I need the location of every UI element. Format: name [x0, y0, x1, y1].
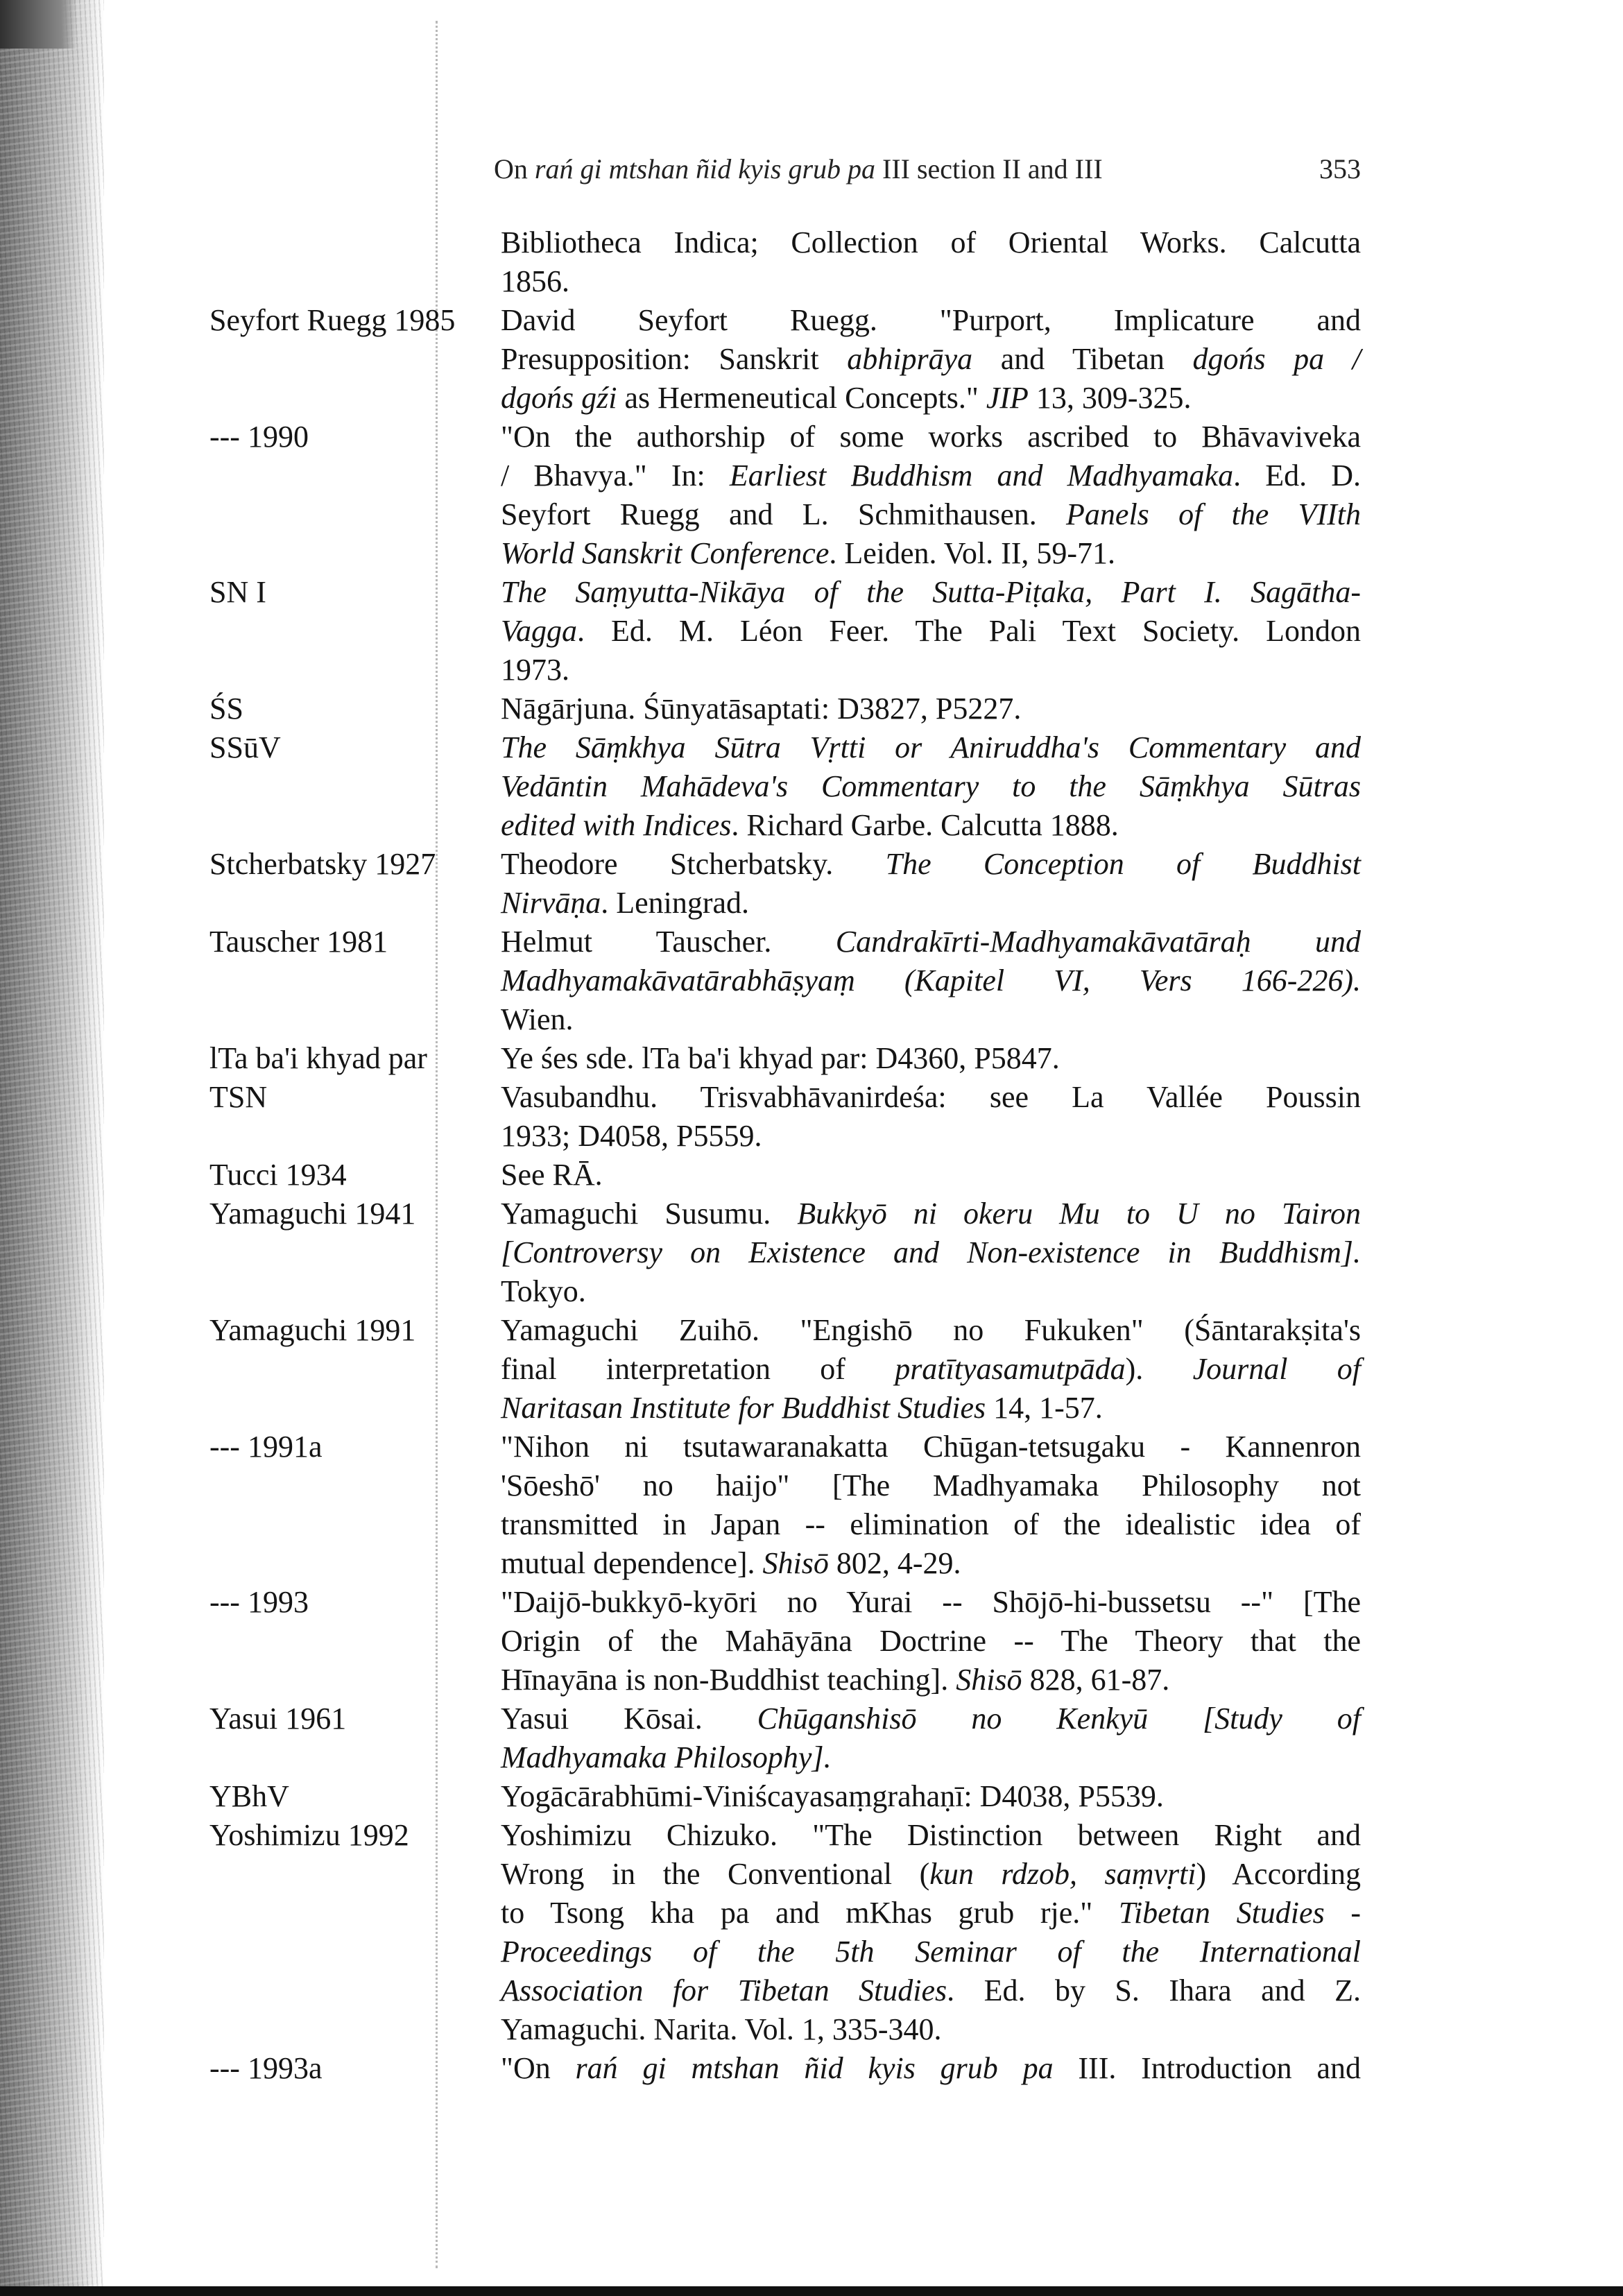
italic-text: Shisō — [956, 1663, 1022, 1697]
bib-text-line — [501, 1466, 1361, 1505]
bib-entry-text — [501, 1777, 1361, 1816]
roman-text: / Bhavya." In: — [501, 459, 730, 492]
bib-text-line — [501, 340, 1361, 379]
bib-text-line — [501, 1194, 1361, 1233]
roman-text: 'Sōeshō' no haijo" [The Madhyamaka Philosophy not — [501, 1468, 1361, 1502]
italic-text: Madhyamaka Philosophy]. — [501, 1740, 832, 1774]
roman-text: 1973. — [501, 653, 569, 687]
italic-text: The Sāṃkhya Sūtra Vṛtti or Aniruddha's Commentary and — [501, 730, 1361, 764]
bib-text-line — [501, 1544, 1361, 1583]
roman-text: Yamaguchi Zuihō. "Engishō no Fukuken" (Śāntarakṣita's — [501, 1313, 1361, 1347]
roman-text: . Ed. M. Léon Feer. The Pali Text Society. London — [577, 614, 1361, 648]
spine-dark-corner — [0, 0, 76, 49]
bib-entry-text — [501, 1583, 1361, 1699]
bib-text-line — [501, 1622, 1361, 1661]
bib-text-line — [501, 1583, 1361, 1622]
bib-text-line — [501, 1855, 1361, 1894]
roman-text: Nāgārjuna. Śūnyatāsaptati: D3827, P5227. — [501, 692, 1022, 726]
running-head-title — [494, 153, 1103, 185]
bib-text-line — [501, 612, 1361, 651]
bib-entry-text — [501, 301, 1361, 418]
roman-text: 14, 1-57. — [986, 1391, 1103, 1425]
bib-entry-text — [501, 1428, 1361, 1583]
bib-entry-label: YBhV — [209, 1779, 289, 1813]
bib-text-line — [501, 1350, 1361, 1389]
italic-text: kun rdzob, saṃvṛti — [929, 1857, 1196, 1891]
book-spine-shadow — [0, 0, 104, 2296]
roman-text: and Tibetan — [972, 342, 1193, 376]
bib-entry-text — [501, 728, 1361, 845]
gutter-dotted-line — [436, 21, 438, 2268]
roman-text: mutual dependence]. — [501, 1546, 763, 1580]
bib-entry-text — [501, 573, 1361, 689]
page-number: 353 — [1319, 153, 1361, 185]
roman-text: Seyfort Ruegg and L. Schmithausen. — [501, 497, 1067, 531]
bib-entry-text — [501, 418, 1361, 573]
roman-text: ) According — [1196, 1857, 1361, 1891]
bib-text-line — [501, 1389, 1361, 1428]
italic-text: [Controversy on Existence and Non-existence in Buddhism]. — [501, 1235, 1361, 1269]
roman-text: Vasubandhu. Trisvabhāvanirdeśa: see La Vallée Poussin — [501, 1080, 1361, 1114]
roman-text: Yamaguchi Susumu. — [501, 1197, 798, 1231]
roman-text: final interpretation of — [501, 1352, 895, 1386]
roman-text: "On the authorship of some works ascribed to Bhāvaviveka — [501, 420, 1361, 454]
bib-entry-label: --- 1991a — [209, 1430, 323, 1464]
bib-entry-text — [501, 923, 1361, 1039]
bib-entry-label: Yamaguchi 1941 — [209, 1197, 416, 1231]
bib-text-line — [501, 456, 1361, 495]
bib-text-line — [501, 923, 1361, 961]
bib-text-line — [501, 1272, 1361, 1311]
running-header — [494, 151, 1361, 187]
roman-text: 1933; D4058, P5559. — [501, 1119, 762, 1153]
bib-text-line — [501, 806, 1361, 845]
roman-text: "Nihon ni tsutawaranakatta Chūgan-tetsugaku - Kannenron — [501, 1430, 1361, 1464]
bib-entry-label: Tauscher 1981 — [209, 925, 388, 959]
italic-text: pratītyasamutpāda — [895, 1352, 1126, 1386]
roman-text: Theodore Stcherbatsky. — [501, 847, 886, 881]
bib-entry-label: Stcherbatsky 1927 — [209, 847, 436, 881]
roman-text: See RĀ. — [501, 1158, 603, 1192]
bib-text-line — [501, 1156, 1361, 1194]
bib-text-line — [501, 1738, 1361, 1777]
roman-text: Helmut Tauscher. — [501, 925, 836, 959]
roman-text: Origin of the Mahāyāna Doctrine -- The Theory that the — [501, 1624, 1361, 1658]
bib-text-line — [501, 767, 1361, 806]
roman-text: transmitted in Japan -- elimination of the idealistic idea of — [501, 1507, 1361, 1541]
bib-text-line — [501, 1505, 1361, 1544]
roman-text: Tokyo. — [501, 1274, 586, 1308]
bib-text-line — [501, 1000, 1361, 1039]
bib-text-line — [501, 1117, 1361, 1156]
italic-text: Naritasan Institute for Buddhist Studies — [501, 1391, 986, 1425]
bib-text-line — [501, 534, 1361, 573]
bottom-edge-rule — [0, 2286, 1623, 2296]
roman-text: Wrong in the Conventional ( — [501, 1857, 930, 1891]
italic-text: The Saṃyutta-Nikāya of the Sutta-Piṭaka, Part I. Sagātha- — [501, 575, 1361, 609]
roman-text: "On — [501, 2051, 576, 2085]
roman-text: III. Introduction and — [1053, 2051, 1361, 2085]
roman-text: . Ed. by S. Ihara and Z. — [947, 1973, 1361, 2007]
bib-entry-label: lTa ba'i khyad par — [209, 1041, 427, 1075]
italic-text: Vagga — [501, 614, 577, 648]
bib-entry-text — [501, 689, 1361, 728]
running-head-part: On — [494, 153, 535, 185]
italic-text: JIP — [986, 381, 1029, 415]
roman-text: Yasui Kōsai. — [501, 1702, 757, 1736]
roman-text: 13, 309-325. — [1028, 381, 1192, 415]
bib-entry-label: --- 1993a — [209, 2051, 323, 2085]
bib-text-line — [501, 2010, 1361, 2049]
bib-entry-text — [501, 1156, 1361, 1194]
bib-text-line — [501, 573, 1361, 612]
roman-text: 828, 61-87. — [1022, 1663, 1170, 1697]
italic-text: Tibetan Studies - — [1118, 1896, 1362, 1930]
bib-text-line — [501, 495, 1361, 534]
roman-text: Bibliotheca Indica; Collection of Oriental Works. Calcutta — [501, 225, 1361, 259]
bib-text-line — [501, 262, 1361, 301]
bib-entry-label: Yoshimizu 1992 — [209, 1818, 409, 1852]
bib-entry-label: Tucci 1934 — [209, 1158, 347, 1192]
roman-text: to Tsong kha pa and mKhas grub rje." — [501, 1896, 1119, 1930]
roman-text: Hīnayāna is non-Buddhist teaching]. — [501, 1663, 956, 1697]
bib-entry-text — [501, 2049, 1361, 2088]
roman-text: . Richard Garbe. Calcutta 1888. — [731, 808, 1119, 842]
bib-entry-text — [501, 1078, 1361, 1156]
italic-text: edited with Indices — [501, 808, 732, 842]
bib-text-line — [501, 1933, 1361, 1971]
bib-entry-label: --- 1990 — [209, 420, 309, 454]
italic-text: Vedāntin Mahādeva's Commentary to the Sāṃkhya Sūtras — [501, 769, 1361, 803]
bib-entry-label: --- 1993 — [209, 1585, 309, 1619]
bib-text-line — [501, 1777, 1361, 1816]
italic-text: Earliest Buddhism and Madhyamaka — [729, 459, 1234, 492]
roman-text: Yamaguchi. Narita. Vol. 1, 335-340. — [501, 2012, 942, 2046]
bib-text-line — [501, 1078, 1361, 1117]
bib-entry-label: SN I — [209, 575, 266, 609]
bib-text-line — [501, 1311, 1361, 1350]
italic-text: Proceedings of the 5th Seminar of the International — [501, 1935, 1361, 1969]
bib-entry-label: Yasui 1961 — [209, 1702, 347, 1736]
italic-text: abhiprāya — [847, 342, 973, 376]
bib-text-line — [501, 1971, 1361, 2010]
roman-text: . Leiden. Vol. II, 59-71. — [829, 536, 1116, 570]
italic-text: Journal of — [1192, 1352, 1361, 1386]
bib-text-line — [501, 1816, 1361, 1855]
bib-text-line — [501, 301, 1361, 340]
italic-text: dgońs pa / — [1192, 342, 1361, 376]
bib-text-line — [501, 379, 1361, 418]
italic-text: World Sanskrit Conference — [501, 536, 830, 570]
bib-text-line — [501, 961, 1361, 1000]
roman-text: as Hermeneutical Concepts." — [617, 381, 986, 415]
bib-entry-label: ŚS — [209, 692, 243, 726]
bib-text-line — [501, 418, 1361, 456]
bib-text-line — [501, 1661, 1361, 1699]
bib-text-line — [501, 1699, 1361, 1738]
roman-text: ). — [1125, 1352, 1193, 1386]
italic-text: rań gi mtshan ñid kyis grub pa — [575, 2051, 1054, 2085]
roman-text: Wien. — [501, 1002, 574, 1036]
bib-entry-text — [501, 1039, 1361, 1078]
running-head-part: rań gi mtshan ñid kyis grub pa — [534, 153, 876, 185]
italic-text: dgońs gźi — [501, 381, 617, 415]
bib-entry-text — [501, 1699, 1361, 1777]
bib-entry-label: Yamaguchi 1991 — [209, 1313, 416, 1347]
roman-text: 802, 4-29. — [828, 1546, 961, 1580]
roman-text: Yogācārabhūmi-Viniścayasaṃgrahaṇī: D4038, P5539. — [501, 1779, 1164, 1813]
roman-text: Presupposition: Sanskrit — [501, 342, 848, 376]
bib-text-line — [501, 1428, 1361, 1466]
italic-text: Shisō — [762, 1546, 829, 1580]
italic-text: Nirvāṇa — [501, 886, 601, 920]
bib-text-line — [501, 1894, 1361, 1933]
roman-text: . Leningrad. — [601, 886, 750, 920]
bib-entry-text — [501, 1311, 1361, 1428]
bib-text-line — [501, 845, 1361, 884]
bib-entry-label: SSūV — [209, 730, 281, 764]
bib-text-line — [501, 2049, 1361, 2088]
bib-entry-text — [501, 845, 1361, 923]
italic-text: Candrakīrti-Madhyamakāvatāraḥ und — [835, 925, 1361, 959]
bib-entry-text — [501, 1194, 1361, 1311]
bib-entry-label: Seyfort Ruegg 1985 — [209, 303, 456, 337]
bib-text-line — [501, 1233, 1361, 1272]
bib-text-line — [501, 728, 1361, 767]
roman-text: David Seyfort Ruegg. "Purport, Implicature and — [501, 303, 1361, 337]
roman-text: Yoshimizu Chizuko. "The Distinction between Right and — [501, 1818, 1361, 1852]
roman-text: . Ed. D. — [1233, 459, 1362, 492]
bib-text-line — [501, 1039, 1361, 1078]
roman-text: "Daijō-bukkyō-kyōri no Yurai -- Shōjō-hi-bussetsu --" [The — [501, 1585, 1361, 1619]
italic-text: Bukkyō ni okeru Mu to U no Tairon — [797, 1197, 1361, 1231]
roman-text: Ye śes sde. lTa ba'i khyad par: D4360, P5847. — [501, 1041, 1060, 1075]
bib-entry-label: TSN — [209, 1080, 268, 1114]
bib-text-line — [501, 689, 1361, 728]
bib-entry-text — [501, 1816, 1361, 2049]
italic-text: The Conception of Buddhist — [885, 847, 1362, 881]
italic-text: Chūganshisō no Kenkyū [Study of — [757, 1702, 1362, 1736]
italic-text: Madhyamakāvatārabhāṣyaṃ (Kapitel VI, Vers 166-226). — [501, 963, 1361, 997]
bib-text-line — [501, 223, 1361, 262]
roman-text: 1856. — [501, 264, 569, 298]
bib-entry-text — [501, 223, 1361, 301]
running-head-part: III section II and III — [875, 153, 1103, 185]
italic-text: Association for Tibetan Studies — [501, 1973, 947, 2007]
bib-text-line — [501, 884, 1361, 923]
bib-text-line — [501, 651, 1361, 689]
italic-text: Panels of the VIIth — [1066, 497, 1362, 531]
